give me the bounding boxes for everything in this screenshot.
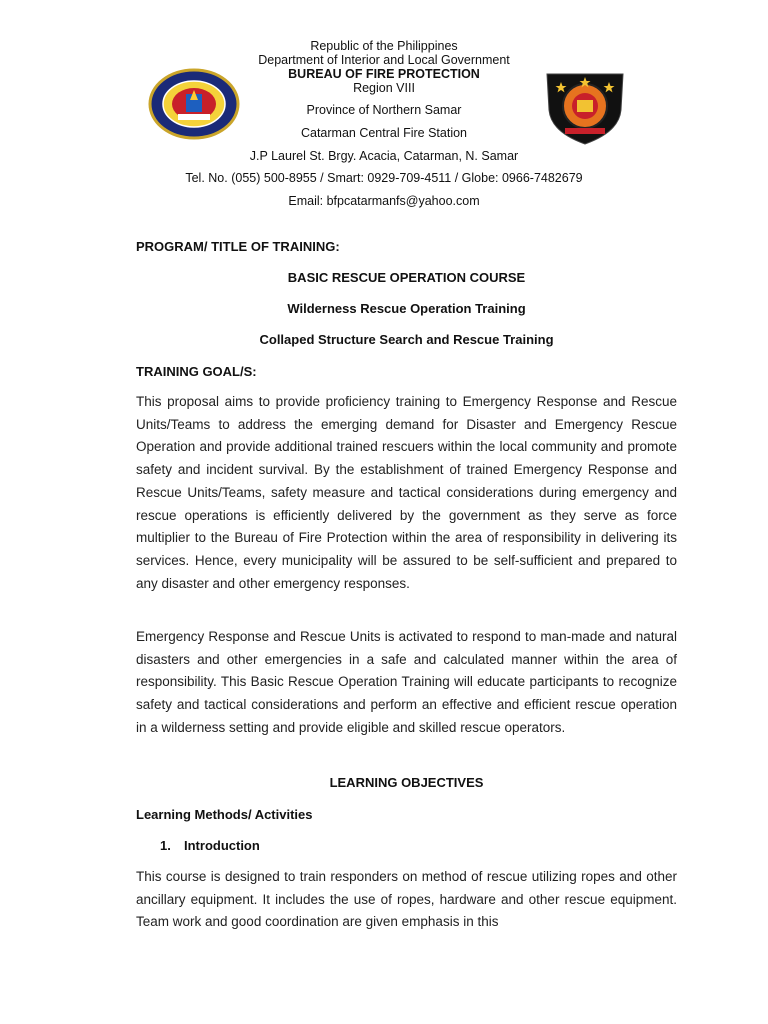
program-title-1: BASIC RESCUE OPERATION COURSE (287, 270, 526, 285)
goals-heading: TRAINING GOAL/S: (136, 364, 257, 379)
header-department: Department of Interior and Local Government (258, 53, 510, 67)
header-region: Region VIII (353, 81, 415, 95)
program-heading: PROGRAM/ TITLE OF TRAINING: (136, 239, 340, 254)
learning-methods-heading: Learning Methods/ Activities (136, 807, 313, 822)
list-item-introduction (160, 838, 260, 853)
goals-paragraph-1: This proposal aims to provide proficiency training to Emergency Response and Rescue Units/Teams to address the emerging demand for Disaster and Emergency Rescue Operation and provide additional trained rescuers within the local community and promote safety and incident survival. By the establishment of trained Emergency Response and Rescue Units/Teams, safety measure and tactical considerations during emergency and rescue operations is efficiently delivered by the government as they serve as force multiplier to the Bureau of Fire Protection within the area of responsibility in delivering its services. Hence, every municipality will be assured to be self-sufficient and prepared to any disaster and other emergency responses. (136, 394, 677, 591)
goals-paragraph-2: Emergency Response and Rescue Units is activated to respond to man-made and natural disasters and other emergencies in a safe and calculated manner within the area of responsibility. This Basic Rescue Operation Training will educate participants to recognize safety and tactical considerations and perform an effective and efficient rescue operation in a wilderness setting and provide eligible and skilled rescue operators. (136, 629, 677, 735)
learning-objectives-heading: LEARNING OBJECTIVES (329, 775, 484, 790)
header-phone: Tel. No. (055) 500-8955 / Smart: 0929-709-4511 / Globe: 0966-7482679 (185, 171, 583, 185)
header-bureau: BUREAU OF FIRE PROTECTION (288, 67, 480, 81)
introduction-paragraph: This course is designed to train responders on method of rescue utilizing ropes and other ancillary equipment. It includes the use of ropes, hardware and other rescue equipment. Team work and good coordination are given emphasis in this (136, 869, 677, 930)
header-address: J.P Laurel St. Brgy. Acacia, Catarman, N. Samar (249, 149, 519, 163)
list-number: 1. (160, 838, 171, 853)
list-label: Introduction (184, 838, 260, 853)
header-email: Email: bfpcatarmanfs@yahoo.com (288, 194, 480, 208)
header-station: Catarman Central Fire Station (300, 126, 468, 140)
program-title-3: Collaped Structure Search and Rescue Training (259, 332, 554, 347)
header-republic: Republic of the Philippines (310, 39, 458, 53)
program-title-2: Wilderness Rescue Operation Training (287, 301, 526, 316)
header-province: Province of Northern Samar (306, 103, 462, 117)
